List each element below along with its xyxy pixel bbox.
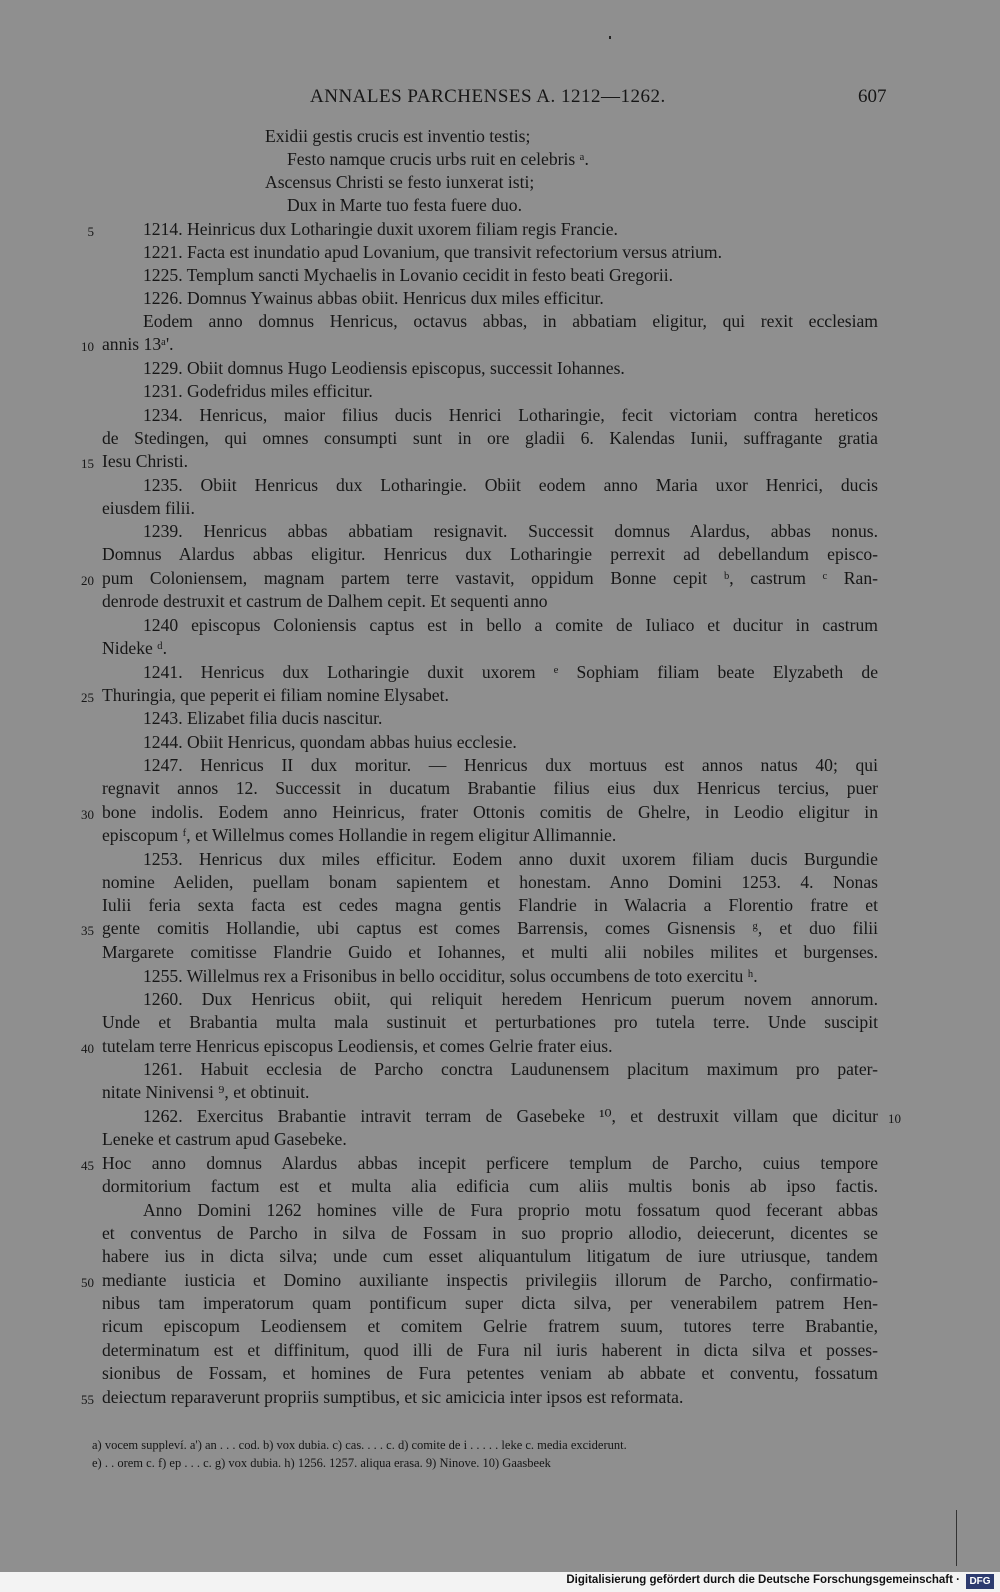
text-line: nitate Ninivensi ⁹, et obtinuit. xyxy=(102,1082,310,1102)
text-line: ricum episcopum Leodiensem et comitem Gelrie fratrem suum, tutores terre Brabantie, xyxy=(102,1316,878,1336)
text-line: Anno Domini 1262 homines ville de Fura proprio motu fossatum quod fecerant abbas xyxy=(143,1200,878,1220)
line-number: 20 xyxy=(81,573,94,588)
text-line: Festo namque crucis urbs ruit en celebris ᵃ. xyxy=(287,149,589,169)
page-number: 607 xyxy=(858,86,887,107)
text-line: 1260. Dux Henricus obiit, qui reliquit heredem Henricum puerum novem annorum. xyxy=(143,989,878,1009)
text-line: Ascensus Christi se festo iunxerat isti; xyxy=(265,172,535,192)
text-line: 1221. Facta est inundatio apud Lovanium, que transivit refectorium versus atrium. xyxy=(143,242,722,262)
scan-edge-line xyxy=(956,1510,957,1566)
line-number: 55 xyxy=(81,1392,94,1407)
text-line: tutelam terre Henricus episcopus Leodiensis, et comes Gelrie frater eius. xyxy=(102,1036,613,1056)
line-number: 5 xyxy=(87,224,94,239)
text-line: 1261. Habuit ecclesia de Parcho conctra Laudunensem placitum maximum pro pater- xyxy=(143,1059,878,1079)
running-head: ANNALES PARCHENSES A. 1212—1262. xyxy=(310,86,666,107)
text-line: Dux in Marte tuo festa fuere duo. xyxy=(287,195,522,215)
line-number: 25 xyxy=(81,690,94,705)
text-line: regnavit annos 12. Successit in ducatum Brabantie filius eius dux Henricus tercius, puer xyxy=(102,778,878,798)
line-number: 30 xyxy=(81,807,94,822)
line-number: 40 xyxy=(81,1041,94,1056)
text-line: 1247. Henricus II dux moritur. — Henricus dux mortuus est annos natus 40; qui xyxy=(143,755,878,775)
text-line: Exidii gestis crucis est inventio testis; xyxy=(265,126,531,146)
line-number: 10 xyxy=(81,339,94,354)
text-line: 1226. Domnus Ywainus abbas obiit. Henricus dux miles efficitur. xyxy=(143,288,604,308)
text-line: episcopum ᶠ, et Willelmus comes Hollandie in regem eligitur Allimannie. xyxy=(102,825,617,845)
text-line: denrode destruxit et castrum de Dalhem cepit. Et sequenti anno xyxy=(102,591,548,611)
dfg-logo: DFG xyxy=(966,1574,994,1589)
text-line: gente comitis Hollandie, ubi captus est comes Barrensis, comes Gisnensis ᵍ, et duo filii xyxy=(102,918,878,938)
text-line: 1243. Elizabet filia ducis nascitur. xyxy=(143,708,383,728)
text-line: Margarete comitisse Flandrie Guido et Iohannes, et multi alii nobiles milites et burgenses. xyxy=(102,942,878,962)
text-line: 1214. Heinricus dux Lotharingie duxit uxorem filiam regis Francie. xyxy=(143,219,618,239)
text-line: pum Coloniensem, magnam partem terre vastavit, oppidum Bonne cepit ᵇ, castrum ᶜ Ran- xyxy=(102,568,878,588)
footer-credit: Digitalisierung gefördert durch die Deutsche Forschungsgemeinschaft · xyxy=(566,1574,960,1586)
text-line: 1255. Willelmus rex a Frisonibus in bello occiditur, solus occumbens de toto exercitu ʰ. xyxy=(143,966,758,986)
text-line: 1239. Henricus abbas abbatiam resignavit. Successit domnus Alardus, abbas nonus. xyxy=(143,521,878,541)
text-line: mediante iusticia et Domino auxiliante inspectis privilegiis illorum de Parcho, confirmatio- xyxy=(102,1270,878,1290)
line-number: 50 xyxy=(81,1275,94,1290)
text-line: eiusdem filii. xyxy=(102,498,195,518)
text-line: deiectum reparaverunt propriis sumptibus, et sic amicicia inter ipsos est reformata. xyxy=(102,1387,684,1407)
text-line: Thuringia, que peperit ei filiam nomine Elysabet. xyxy=(102,685,449,705)
text-line: Hoc anno domnus Alardus abbas incepit perficere templum de Parcho, cuius tempore xyxy=(102,1153,878,1173)
text-line: nomine Aeliden, puellam bonam sapientem et honestam. Anno Domini 1253. 4. Nonas xyxy=(102,872,878,892)
line-number: 15 xyxy=(81,456,94,471)
text-line: 1229. Obiit domnus Hugo Leodiensis episcopus, successit Iohannes. xyxy=(143,358,625,378)
text-line: Unde et Brabantia multa mala sustinuit et perturbationes pro tutela terre. Unde suscipit xyxy=(102,1012,878,1032)
text-line: 1262. Exercitus Brabantie intravit terram de Gasebeke ¹⁰, et destruxit villam que dicitur xyxy=(143,1106,878,1126)
text-line: Iesu Christi. xyxy=(102,451,189,471)
text-line: 1235. Obiit Henricus dux Lotharingie. Obiit eodem anno Maria uxor Henrici, ducis xyxy=(143,475,878,495)
line-number: 45 xyxy=(81,1158,94,1173)
text-line: de Stedingen, qui omnes consumpti sunt in ore gladii 6. Kalendas Iunii, suffragante gratia xyxy=(102,428,878,448)
text-line: Domnus Alardus abbas eligitur. Henricus dux Lotharingie perrexit ad debellandum episco- xyxy=(102,544,878,564)
line-number: 35 xyxy=(81,923,94,938)
text-line: et conventus de Parcho in silva de Fossam in suo proprio allodio, deiecerunt, dicentes se xyxy=(102,1223,878,1243)
text-line: Iulii feria sexta facta est cedes magna gentis Flandrie in Walacria a Florentio fratre et xyxy=(102,895,878,915)
text-line: Eodem anno domnus Henricus, octavus abbas, in abbatiam eligitur, qui rexit ecclesiam xyxy=(143,311,878,331)
text-line: dormitorium factum est et multa alia edificia cum aliis multis bonis ab ipso factis. xyxy=(102,1176,878,1196)
text-line: bone indolis. Eodem anno Heinricus, frater Ottonis comitis de Ghelre, in Leodio eligitur in xyxy=(102,802,878,822)
text-line: annis 13ᵃ'. xyxy=(102,334,174,354)
text-line: 1240 episcopus Coloniensis captus est in bello a comite de Iuliaco et ducitur in castrum xyxy=(143,615,878,635)
text-line: Leneke et castrum apud Gasebeke. xyxy=(102,1129,347,1149)
text-line: habere ius in dicta silva; unde cum esset aliquantulum litigatum de iure utriusque, tandem xyxy=(102,1246,878,1266)
text-line: Nideke ᵈ. xyxy=(102,638,168,658)
footnote-line-1: a) vocem suppleví. a') an . . . cod. b) vox dubia. c) cas. . . . c. d) comite de i . . . . . leke c. media exciderunt. xyxy=(92,1438,627,1452)
text-line: 1241. Henricus dux Lotharingie duxit uxorem ᵉ Sophiam filiam beate Elyzabeth de xyxy=(143,662,878,682)
text-line: 1234. Henricus, maior filius ducis Henrici Lotharingie, fecit victoriam contra hereticos xyxy=(143,405,878,425)
text-line: determinatum est et diffinitum, quod illi de Fura nil iuris haberent in dicta silva et posses- xyxy=(102,1340,878,1360)
text-line: 1231. Godefridus miles efficitur. xyxy=(143,381,373,401)
text-line: 1225. Templum sancti Mychaelis in Lovanio cecidit in festo beati Gregorii. xyxy=(143,265,674,285)
speck-mark xyxy=(609,36,611,39)
text-line: 1253. Henricus dux miles efficitur. Eodem anno duxit uxorem filiam ducis Burgundie xyxy=(143,849,878,869)
line-number-right: 10 xyxy=(888,1111,901,1126)
footnote-line-2: e) . . orem c. f) ep . . . c. g) vox dubia. h) 1256. 1257. aliqua erasa. 9) Ninove. 10) Gaasbeek xyxy=(92,1456,551,1470)
footer-bar xyxy=(0,1572,1000,1592)
text-line: sionibus de Fossam, et homines de Fura petentes veniam ab abbate et conventu, fossatum xyxy=(102,1363,878,1383)
text-line: 1244. Obiit Henricus, quondam abbas huius ecclesie. xyxy=(143,732,517,752)
text-line: nibus tam imperatorum quam pontificum super dicta silva, per venerabilem patrem Hen- xyxy=(102,1293,878,1313)
